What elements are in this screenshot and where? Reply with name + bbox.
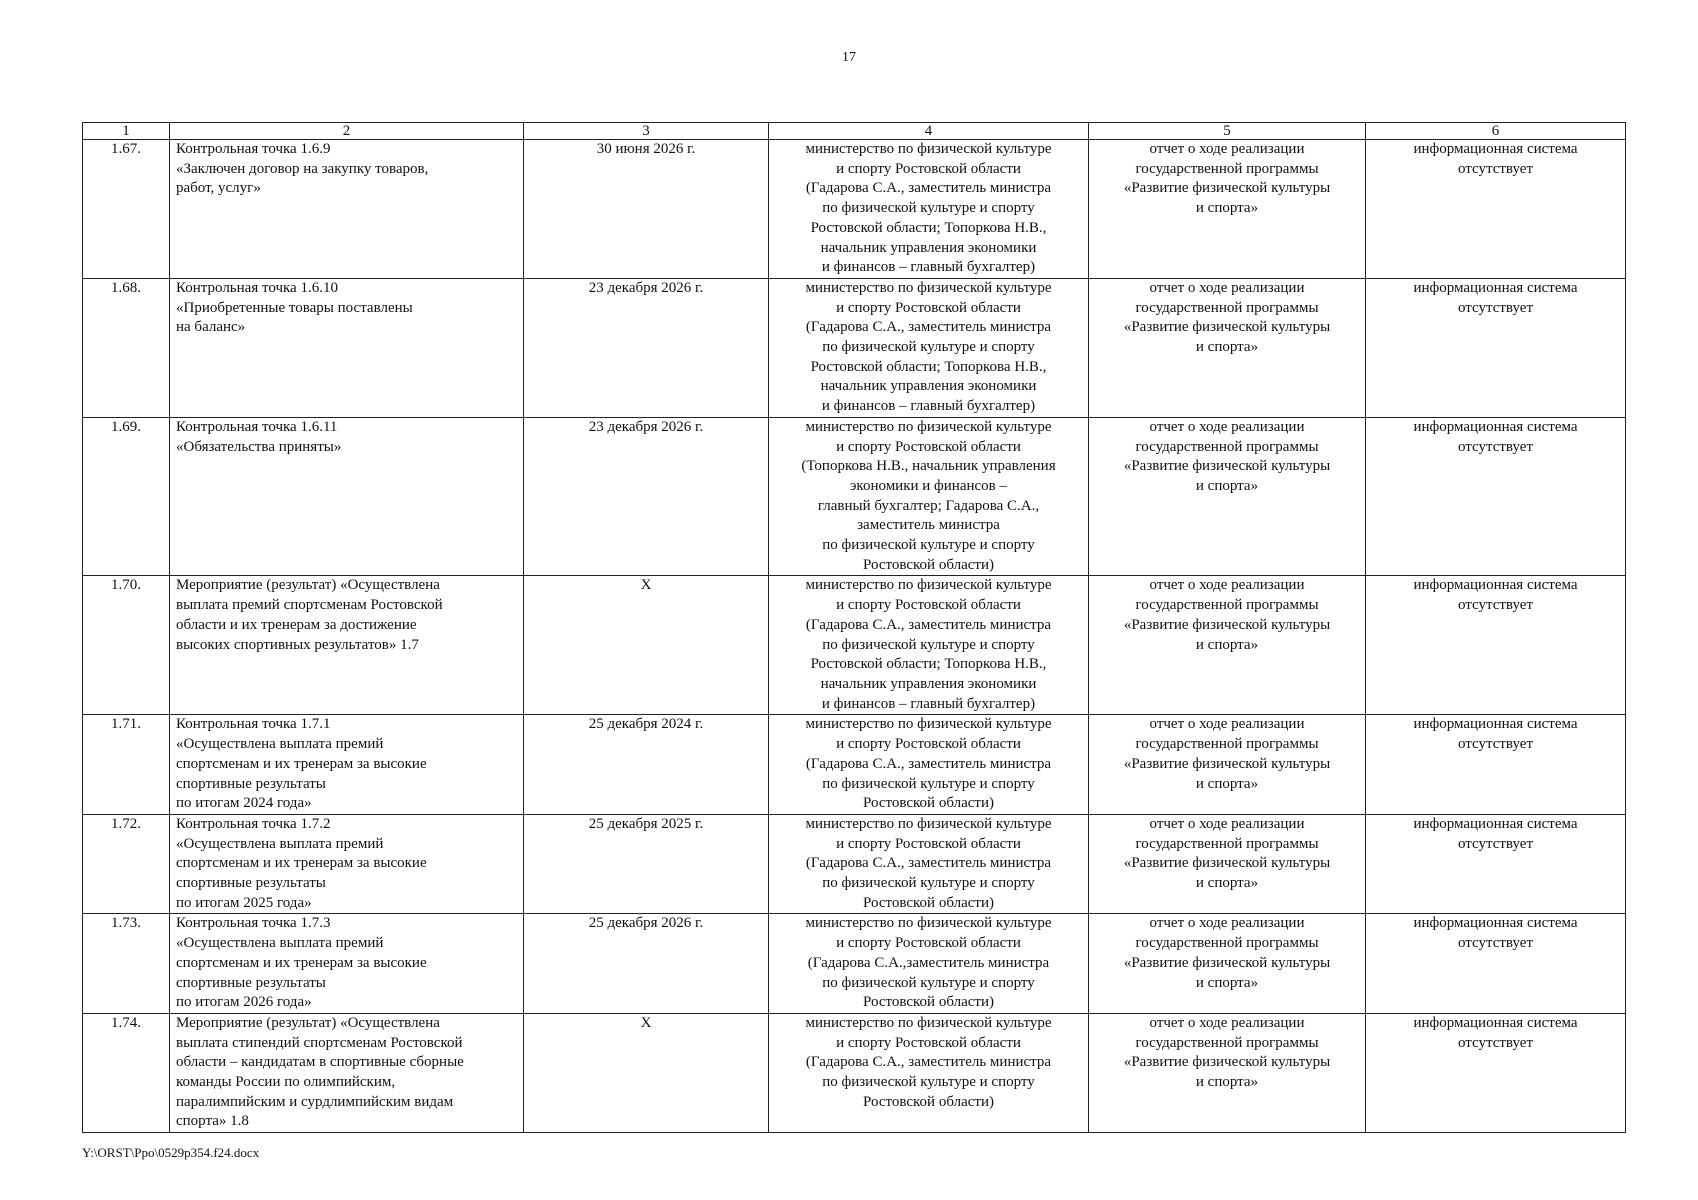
column-header: 4	[769, 123, 1089, 140]
row-document-cell	[1089, 914, 1366, 1014]
row-name-cell-text: Мероприятие (результат) «Осуществлена выплата стипендий спортсменам Ростовской области – кандидатам в спортивные сборные команды России по олимпийским, паралимпийским и сурдлимпийским видам спорта» 1.8	[176, 1014, 464, 1130]
row-number-cell	[83, 576, 170, 715]
row-date-cell-text: 23 декабря 2026 г.	[588, 279, 704, 296]
row-system-cell-text: информационная система отсутствует	[1413, 279, 1578, 316]
row-name-cell-text: Контрольная точка 1.7.3 «Осуществлена выплата премий спортсменам и их тренерам за высокие спортивные результаты по итогам 2026 года»	[176, 915, 427, 1011]
table-row	[83, 814, 1626, 914]
row-responsible-cell	[769, 576, 1089, 715]
row-date-cell-text: X	[640, 1014, 652, 1031]
row-system-cell	[1366, 140, 1626, 279]
row-number-cell-text: 1.74.	[111, 1014, 141, 1031]
row-date-cell	[524, 715, 769, 815]
row-name-cell	[170, 1013, 524, 1132]
row-responsible-cell-text: министерство по физической культуре и спорту Ростовской области (Топоркова Н.В., начальник управления экономики и финансов – главный бухгалтер; Гадарова С.А., заместитель министра по физической культуре и спорту Ростовской области)	[801, 418, 1056, 573]
table-header-row	[83, 123, 1626, 140]
row-date-cell	[524, 1013, 769, 1132]
page-number: 17	[842, 50, 856, 65]
row-date-cell	[524, 417, 769, 576]
row-system-cell-text: информационная система отсутствует	[1413, 141, 1578, 177]
row-date-cell	[524, 814, 769, 914]
row-number-cell	[83, 278, 170, 417]
column-header: 2	[170, 123, 524, 140]
row-document-cell	[1089, 140, 1366, 279]
row-system-cell-text: информационная система отсутствует	[1413, 915, 1578, 952]
row-number-cell-text: 1.70.	[111, 577, 141, 594]
row-document-cell-text: отчет о ходе реализации государственной программы «Развитие физической культуры и спорта»	[1123, 915, 1331, 991]
table-row	[83, 140, 1626, 279]
row-system-cell	[1366, 814, 1626, 914]
row-system-cell	[1366, 914, 1626, 1014]
row-date-cell	[524, 914, 769, 1014]
row-responsible-cell	[769, 914, 1089, 1014]
row-document-cell-text: отчет о ходе реализации государственной программы «Развитие физической культуры и спорта»	[1123, 279, 1331, 356]
table-row	[83, 576, 1626, 715]
row-system-cell-text: информационная система отсутствует	[1413, 577, 1578, 614]
row-name-cell	[170, 914, 524, 1014]
row-date-cell-text: 25 декабря 2024 г.	[588, 716, 704, 733]
row-system-cell-text: информационная система отсутствует	[1413, 418, 1578, 455]
row-name-cell	[170, 140, 524, 279]
row-name-cell	[170, 417, 524, 576]
row-system-cell	[1366, 715, 1626, 815]
row-system-cell-text: информационная система отсутствует	[1413, 716, 1578, 753]
row-number-cell	[83, 914, 170, 1014]
row-name-cell	[170, 715, 524, 815]
row-document-cell	[1089, 814, 1366, 914]
row-system-cell-text: информационная система отсутствует	[1413, 1014, 1578, 1051]
column-header: 5	[1089, 123, 1366, 140]
row-date-cell	[524, 576, 769, 715]
control-points-table	[82, 122, 1626, 1133]
row-document-cell	[1089, 715, 1366, 815]
row-number-cell	[83, 417, 170, 576]
row-system-cell-text: информационная система отсутствует	[1413, 815, 1578, 852]
row-number-cell-text: 1.73.	[111, 915, 141, 932]
row-document-cell	[1089, 576, 1366, 715]
table-row	[83, 417, 1626, 576]
row-name-cell-text: Мероприятие (результат) «Осуществлена выплата премий спортсменам Ростовской области и их тренерам за достижение высоких спортивных результатов» 1.7	[176, 577, 443, 653]
row-number-cell-text: 1.67.	[111, 141, 141, 157]
row-system-cell	[1366, 417, 1626, 576]
row-responsible-cell-text: министерство по физической культуре и спорту Ростовской области (Гадарова С.А., заместитель министра по физической культуре и спорту Ростовской области; Топоркова Н.В., начальник управления экономики и финансов – главный бухгалтер)	[805, 141, 1052, 276]
row-document-cell	[1089, 1013, 1366, 1132]
table-row	[83, 914, 1626, 1014]
row-responsible-cell-text: министерство по физической культуре и спорту Ростовской области (Гадарова С.А., заместитель министра по физической культуре и спорту Ростовской области)	[805, 716, 1052, 812]
row-number-cell-text: 1.68.	[111, 279, 141, 296]
row-responsible-cell-text: министерство по физической культуре и спорту Ростовской области (Гадарова С.А., заместитель министра по физической культуре и спорту Ростовской области)	[805, 1014, 1052, 1110]
row-name-cell	[170, 814, 524, 914]
row-number-cell	[83, 140, 170, 279]
row-name-cell-text: Контрольная точка 1.7.2 «Осуществлена выплата премий спортсменам и их тренерам за высокие спортивные результаты по итогам 2025 года»	[176, 815, 427, 911]
footer-file-path: Y:\ORST\Ppo\0529p354.f24.docx	[82, 1145, 260, 1160]
row-document-cell-text: отчет о ходе реализации государственной программы «Развитие физической культуры и спорта»	[1123, 716, 1331, 792]
row-responsible-cell	[769, 814, 1089, 914]
row-number-cell	[83, 1013, 170, 1132]
table-row	[83, 278, 1626, 417]
row-responsible-cell	[769, 417, 1089, 576]
row-responsible-cell	[769, 278, 1089, 417]
row-date-cell	[524, 278, 769, 417]
row-document-cell-text: отчет о ходе реализации государственной программы «Развитие физической культуры и спорта»	[1123, 815, 1331, 892]
row-date-cell-text: 25 декабря 2025 г.	[588, 815, 704, 832]
row-responsible-cell-text: министерство по физической культуре и спорту Ростовской области (Гадарова С.А., заместитель министра по физической культуре и спорту Ростовской области)	[805, 815, 1052, 911]
row-responsible-cell-text: министерство по физической культуре и спорту Ростовской области (Гадарова С.А.,заместитель министра по физической культуре и спорту Ростовской области)	[805, 915, 1052, 1011]
row-system-cell	[1366, 576, 1626, 715]
row-responsible-cell-text: министерство по физической культуре и спорту Ростовской области (Гадарова С.А., заместитель министра по физической культуре и спорту Ростовской области; Топоркова Н.В., начальник управления экономики и финансов – главный бухгалтер)	[805, 577, 1052, 712]
row-responsible-cell	[769, 715, 1089, 815]
row-number-cell-text: 1.72.	[111, 815, 141, 832]
row-name-cell-text: Контрольная точка 1.7.1 «Осуществлена выплата премий спортсменам и их тренерам за высокие спортивные результаты по итогам 2024 года»	[176, 716, 427, 812]
row-number-cell	[83, 715, 170, 815]
row-date-cell-text: X	[640, 577, 652, 594]
column-header: 1	[83, 123, 170, 140]
row-document-cell-text: отчет о ходе реализации государственной программы «Развитие физической культуры и спорта»	[1123, 577, 1331, 653]
row-responsible-cell-text: министерство по физической культуре и спорту Ростовской области (Гадарова С.А., заместитель министра по физической культуре и спорту Ростовской области; Топоркова Н.В., начальник управления экономики и финансов – главный бухгалтер)	[805, 279, 1052, 415]
row-date-cell	[524, 140, 769, 279]
row-document-cell	[1089, 278, 1366, 417]
row-name-cell-text: Контрольная точка 1.6.9 «Заключен договор на закупку товаров, работ, услуг»	[176, 141, 429, 197]
row-name-cell-text: Контрольная точка 1.6.11 «Обязательства приняты»	[176, 418, 342, 455]
row-number-cell	[83, 814, 170, 914]
row-document-cell-text: отчет о ходе реализации государственной программы «Развитие физической культуры и спорта»	[1123, 1014, 1331, 1091]
table-row	[83, 1013, 1626, 1132]
row-system-cell	[1366, 1013, 1626, 1132]
row-responsible-cell	[769, 1013, 1089, 1132]
row-date-cell-text: 30 июня 2026 г.	[596, 141, 696, 157]
row-system-cell	[1366, 278, 1626, 417]
table-row	[83, 715, 1626, 815]
row-document-cell	[1089, 417, 1366, 576]
row-responsible-cell	[769, 140, 1089, 279]
row-name-cell	[170, 576, 524, 715]
row-name-cell	[170, 278, 524, 417]
row-document-cell-text: отчет о ходе реализации государственной программы «Развитие физической культуры и спорта»	[1123, 418, 1331, 494]
row-date-cell-text: 23 декабря 2026 г.	[588, 418, 704, 435]
row-date-cell-text: 25 декабря 2026 г.	[588, 915, 704, 932]
row-document-cell-text: отчет о ходе реализации государственной программы «Развитие физической культуры и спорта»	[1123, 141, 1331, 217]
column-header: 3	[524, 123, 769, 140]
row-number-cell-text: 1.69.	[111, 418, 141, 435]
row-name-cell-text: Контрольная точка 1.6.10 «Приобретенные товары поставлены на баланс»	[176, 279, 413, 336]
row-number-cell-text: 1.71.	[111, 716, 141, 733]
column-header: 6	[1366, 123, 1626, 140]
